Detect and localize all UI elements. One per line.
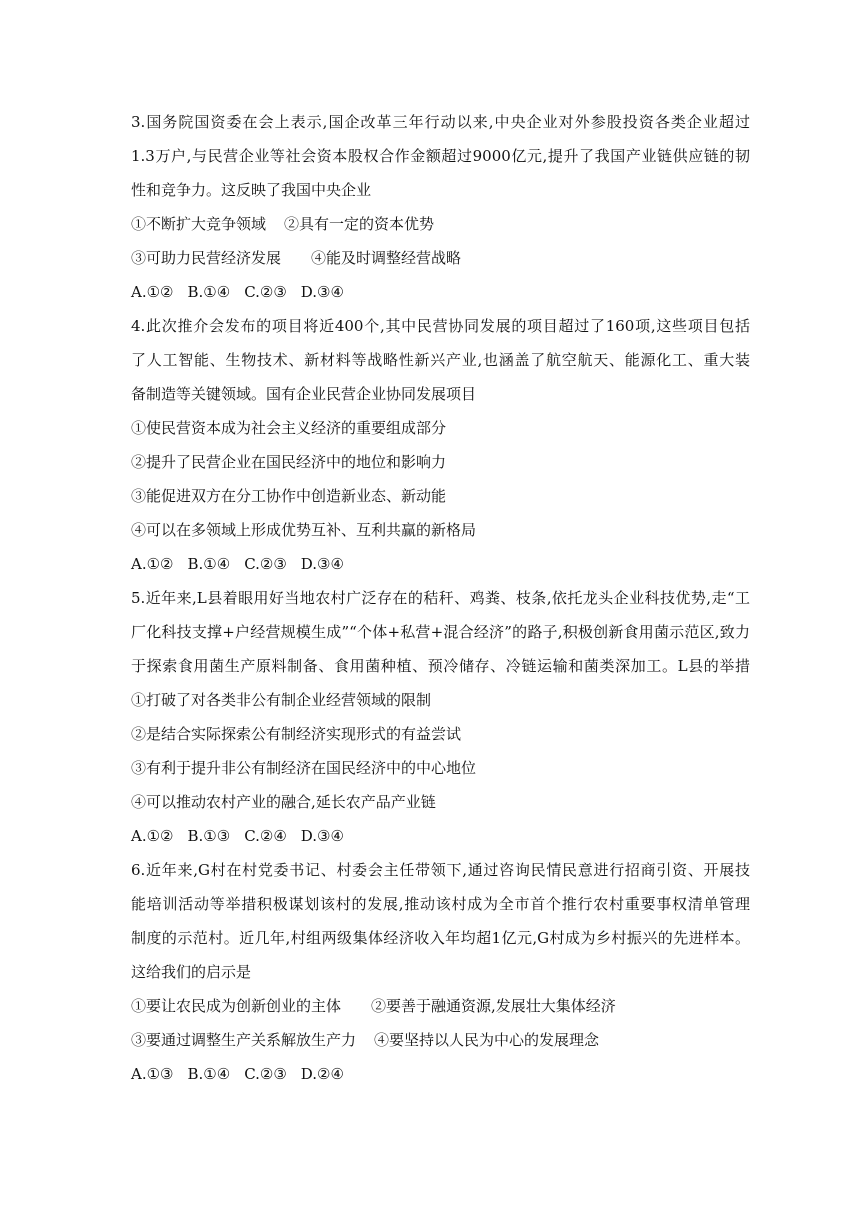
q5-stem-line-2: 厂化科技支撑+户经营规模生成”“个体+私营+混合经济”的路子,积极创新食用菌示范区,致力 <box>131 623 750 641</box>
q3-option-3: ③可助力民营经济发展 <box>131 249 282 267</box>
q6-choice-a: A.①③ <box>131 1065 174 1083</box>
q5-option-3: ③有利于提升非公有制经济在国民经济中的中心地位 <box>131 759 477 777</box>
q4-option-1: ①使民营资本成为社会主义经济的重要组成部分 <box>131 419 447 437</box>
q4-choice-b: B.①④ <box>187 555 231 573</box>
q3-stem-line-1: 3.国务院国资委在会上表示,国企改革三年行动以来,中央企业对外参股投资各类企业超过 <box>131 113 750 131</box>
q3-choice-a: A.①② <box>131 283 174 301</box>
q6-option-2: ②要善于融通资源,发展壮大集体经济 <box>371 997 616 1015</box>
q3-options-row-2 <box>131 248 750 268</box>
q6-options-row-1 <box>131 996 750 1016</box>
q6-stem-line-3: 制度的示范村。近几年,村组两级集体经济收入年均超1亿元,G村成为乡村振兴的先进样本。 <box>131 929 750 947</box>
q4-stem-line-2: 了人工智能、生物技术、新材料等战略性新兴产业,也涵盖了航空航天、能源化工、重大装 <box>131 351 750 369</box>
q6-option-3: ③要通过调整生产关系解放生产力 <box>131 1031 357 1049</box>
q6-choice-c: C.②③ <box>244 1065 287 1083</box>
q5-option-1: ①打破了对各类非公有制企业经营领域的限制 <box>131 691 432 709</box>
q6-stem-line-1: 6.近年来,G村在村党委书记、村委会主任带领下,通过咨询民情民意进行招商引资、开展技 <box>131 861 750 879</box>
q6-stem-line-4: 这给我们的启示是 <box>131 963 252 981</box>
q5-choices <box>131 826 750 846</box>
q4-stem-line-1: 4.此次推介会发布的项目将近400个,其中民营协同发展的项目超过了160项,这些项目包括 <box>131 317 750 335</box>
q5-option-4: ④可以推动农村产业的融合,延长农产品产业链 <box>131 793 436 811</box>
q4-choice-d: D.③④ <box>300 555 344 573</box>
q4-stem-line-3: 备制造等关键领域。国有企业民营企业协同发展项目 <box>131 385 477 403</box>
q5-choice-b: B.①③ <box>187 827 231 845</box>
q6-choice-d: D.②④ <box>300 1065 344 1083</box>
q6-option-4: ④要坚持以人民为中心的发展理念 <box>374 1031 600 1049</box>
q3-option-4: ④能及时调整经营战略 <box>311 249 462 267</box>
q5-option-2: ②是结合实际探索公有制经济实现形式的有益尝试 <box>131 725 462 743</box>
q5-stem-line-1: 5.近年来,L县着眼用好当地农村广泛存在的秸秆、鸡粪、枝条,依托龙头企业科技优势,走“工 <box>131 589 750 607</box>
q3-choice-b: B.①④ <box>187 283 231 301</box>
q4-choice-a: A.①② <box>131 555 174 573</box>
q4-option-2: ②提升了民营企业在国民经济中的地位和影响力 <box>131 453 447 471</box>
q3-choices <box>131 282 750 302</box>
q6-choice-b: B.①④ <box>187 1065 231 1083</box>
q3-choice-d: D.③④ <box>300 283 344 301</box>
q5-choice-c: C.②④ <box>244 827 287 845</box>
q4-choice-c: C.②③ <box>244 555 287 573</box>
q3-stem-line-3: 性和竞争力。这反映了我国中央企业 <box>131 181 372 199</box>
q4-option-3: ③能促进双方在分工协作中创造新业态、新动能 <box>131 487 447 505</box>
q3-options-row-1 <box>131 214 750 234</box>
q6-choices <box>131 1064 750 1084</box>
q5-stem-line-3: 于探索食用菌生产原料制备、食用菌种植、预冷储存、冷链运输和菌类深加工。L县的举措 <box>131 657 750 675</box>
q4-choices <box>131 554 750 574</box>
q4-option-4: ④可以在多领域上形成优势互补、互利共赢的新格局 <box>131 521 477 539</box>
q3-stem-line-2: 1.3万户,与民营企业等社会资本股权合作金额超过9000亿元,提升了我国产业链供应链的韧 <box>131 147 750 165</box>
q6-stem-line-2: 能培训活动等举措积极谋划该村的发展,推动该村成为全市首个推行农村重要事权清单管理 <box>131 895 750 913</box>
q5-choice-a: A.①② <box>131 827 174 845</box>
q3-choice-c: C.②③ <box>244 283 287 301</box>
q6-option-1: ①要让农民成为创新创业的主体 <box>131 997 342 1015</box>
q3-option-2: ②具有一定的资本优势 <box>284 215 435 233</box>
q5-choice-d: D.③④ <box>300 827 344 845</box>
q6-options-row-2 <box>131 1030 750 1050</box>
q3-option-1: ①不断扩大竞争领域 <box>131 215 267 233</box>
